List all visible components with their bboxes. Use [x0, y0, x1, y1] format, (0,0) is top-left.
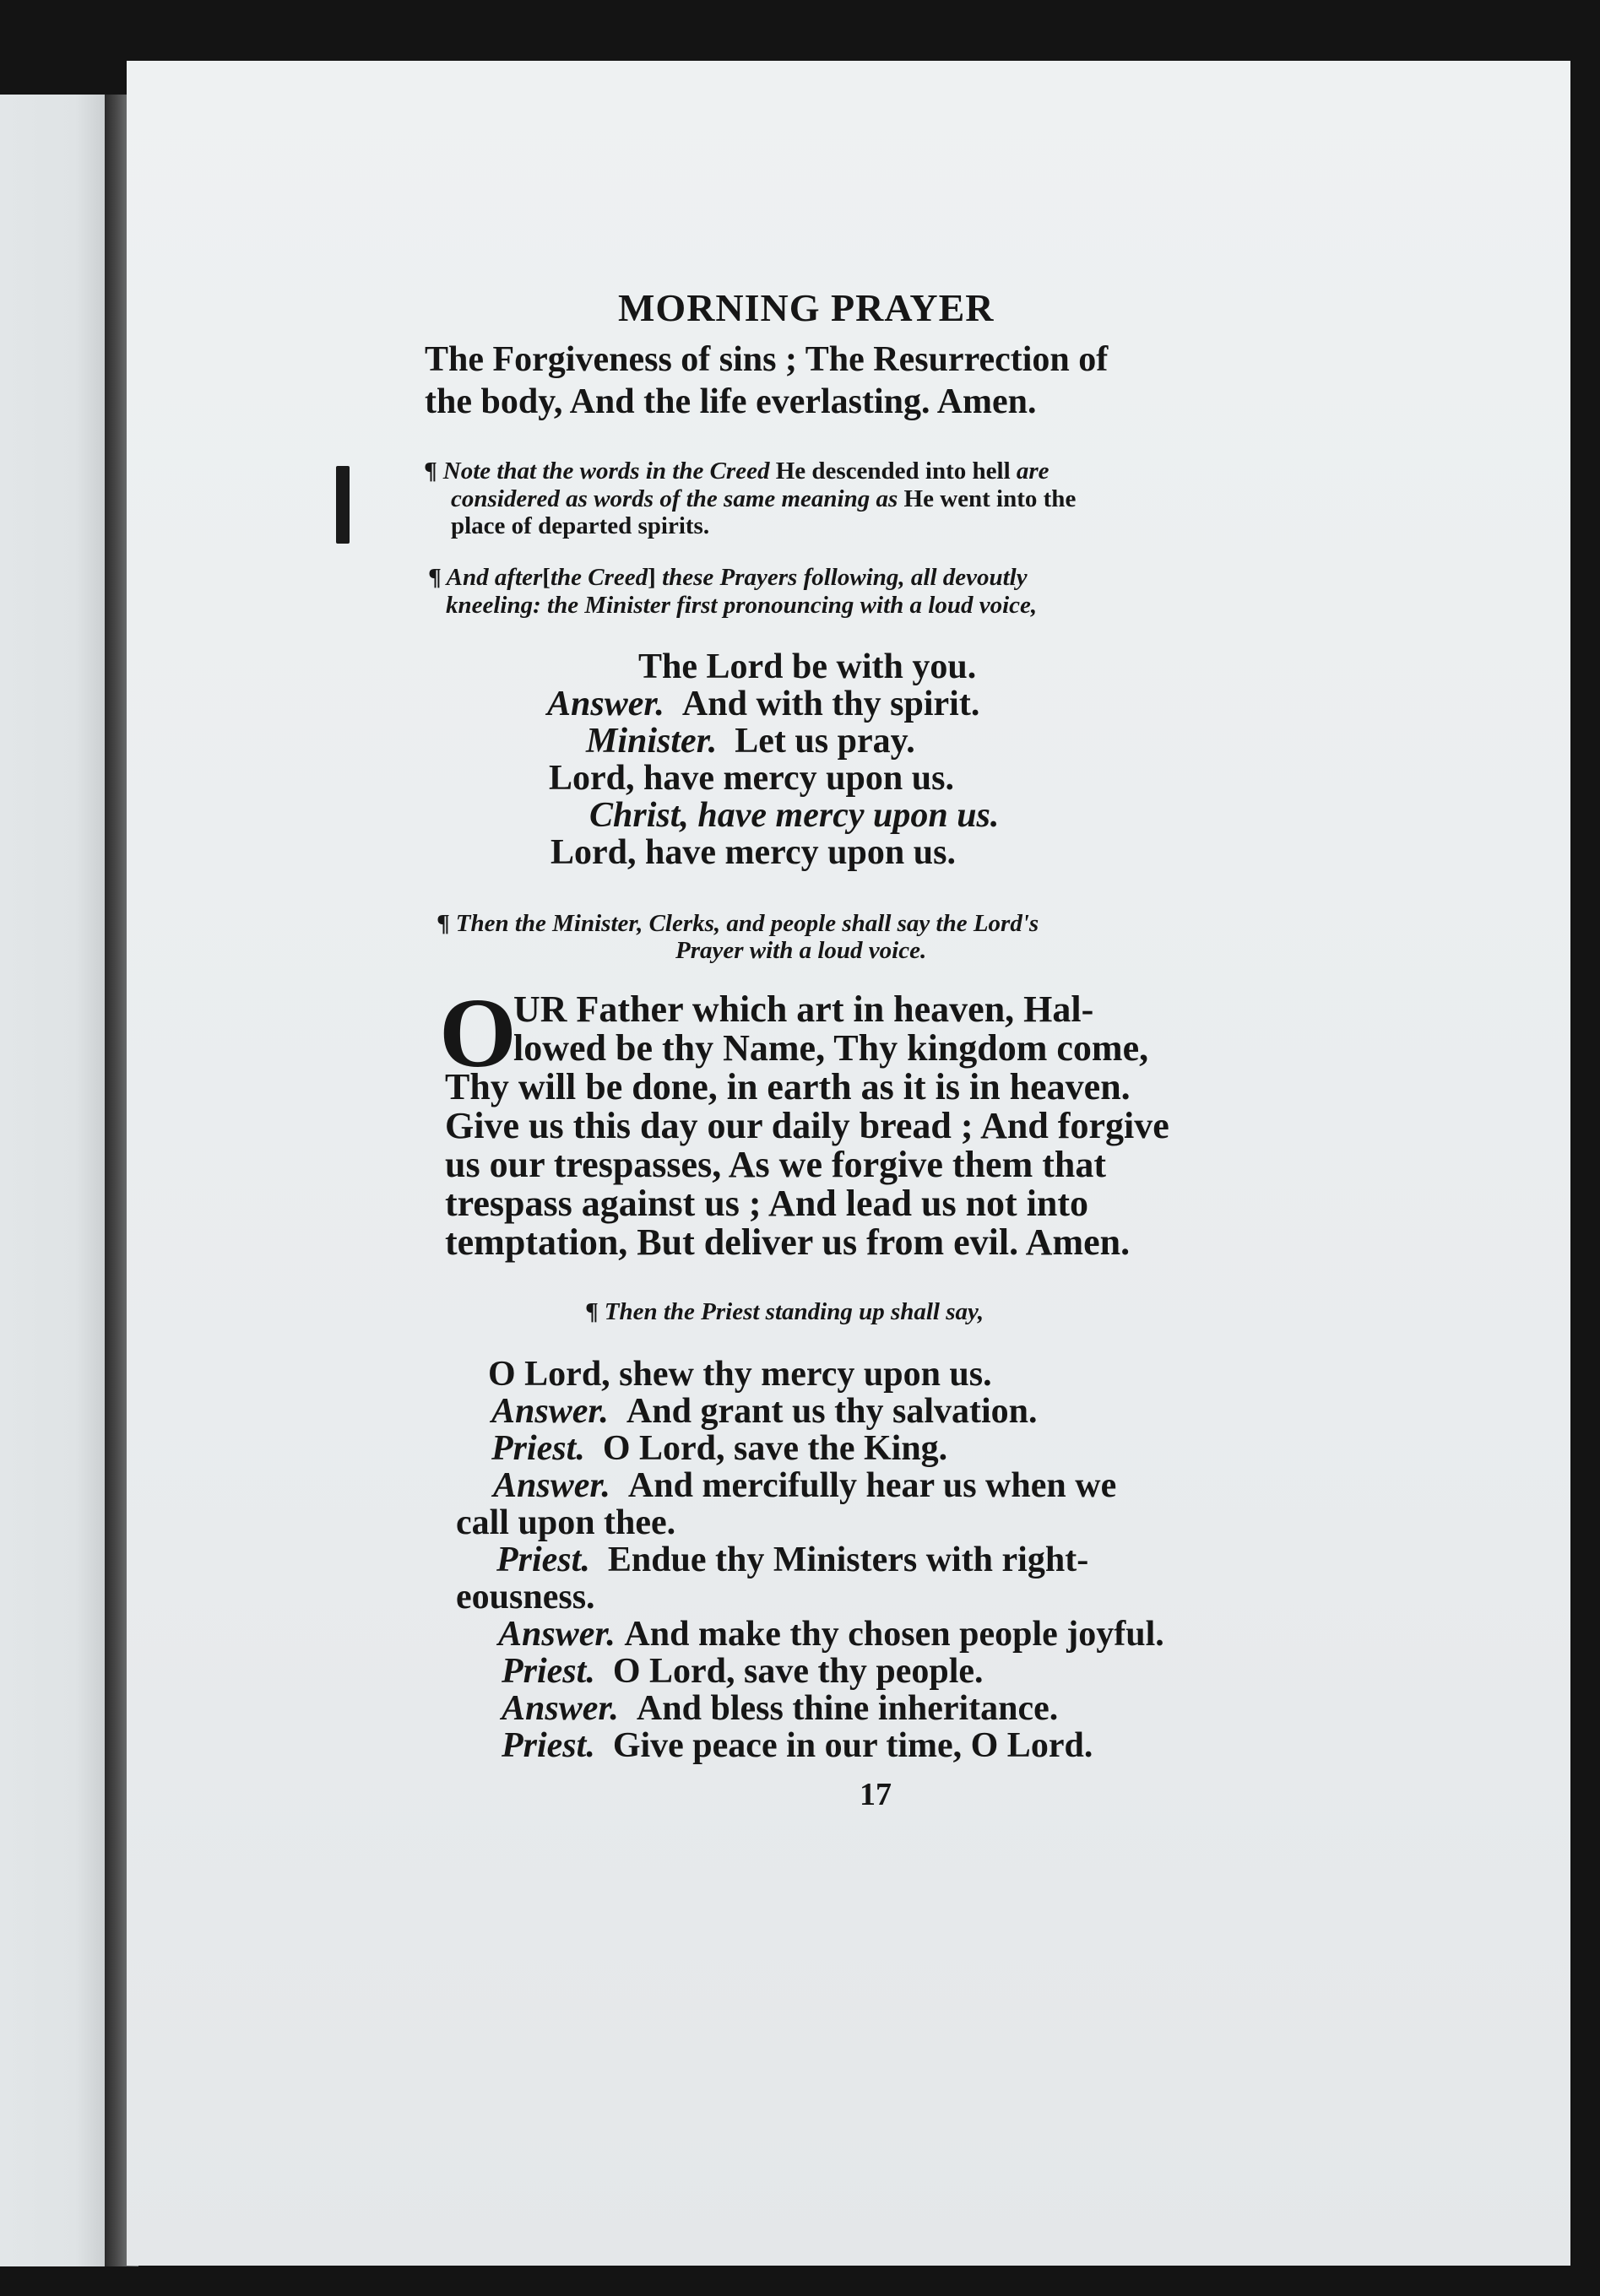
- versicle-text: Let us pray.: [735, 722, 915, 761]
- facing-page-edge: [0, 95, 108, 2266]
- rubric-roman: place of departed spirits.: [451, 512, 710, 539]
- rubric-italic: Prayer with a loud voice.: [675, 937, 927, 964]
- versicle-minister-pray: [586, 721, 915, 761]
- versicle-kyrie-1: Lord, have mercy upon us.: [549, 759, 954, 798]
- rubric-italic: the Creed: [550, 564, 648, 591]
- bracket-open: [: [542, 564, 551, 591]
- rubric-italic: these Prayers following, all devoutly: [662, 564, 1028, 591]
- running-title: MORNING PRAYER: [618, 286, 995, 329]
- rubric-lords-prayer-line-1: [437, 910, 1039, 938]
- rubric-italic: ¶ Then the Priest standing up shall say,: [586, 1298, 984, 1325]
- speaker-label: Answer.: [502, 1689, 619, 1728]
- versicle-lord-be-with-you: The Lord be with you.: [638, 647, 977, 686]
- suffrage-9: [502, 1725, 1093, 1766]
- speaker-label: Answer.: [547, 685, 664, 723]
- versicle-kyrie-2: Lord, have mercy upon us.: [551, 833, 956, 872]
- margin-change-bar: [336, 466, 350, 544]
- speaker-label: Priest.: [491, 1429, 585, 1468]
- lords-prayer-line-7: temptation, But deliver us from evil. Amen.: [445, 1221, 1131, 1263]
- speaker-label: Answer.: [493, 1466, 610, 1505]
- lords-prayer-line-6: trespass against us ; And lead us not into: [445, 1183, 1089, 1224]
- rubric-roman: He descended into hell: [775, 458, 1011, 485]
- rubric-note-line-1: [425, 458, 1049, 485]
- suffrage-4: [493, 1465, 1116, 1506]
- lords-prayer-line-2: lowed be thy Name, Thy kingdom come,: [513, 1027, 1149, 1069]
- rubric-italic: kneeling: the Minister first pronouncing with a loud voice,: [446, 592, 1038, 619]
- rubric-lords-prayer-line-2: [675, 937, 926, 965]
- speaker-label: Priest.: [502, 1726, 595, 1765]
- lords-prayer-line-3: Thy will be done, in earth as it is in heaven.: [445, 1066, 1131, 1107]
- creed-line-2: the body, And the life everlasting. Amen.: [425, 382, 1037, 421]
- rubric-italic: considered as words of the same meaning as: [451, 485, 898, 512]
- suffrage-text: And mercifully hear us when we: [627, 1466, 1117, 1505]
- speaker-label: Minister.: [586, 722, 718, 761]
- lords-prayer-line-1: UR Father which art in heaven, Hal-: [513, 988, 1094, 1030]
- rubric-italic: are: [1016, 458, 1049, 485]
- speaker-label: Priest.: [502, 1652, 595, 1691]
- suffrage-text: And make thy chosen people joyful.: [624, 1615, 1164, 1654]
- rubric-note-line-2: [451, 485, 1076, 513]
- rubric-note-line-3: [451, 512, 709, 540]
- suffrage-5-continued: eousness.: [456, 1578, 595, 1616]
- speaker-label: Answer.: [491, 1392, 609, 1431]
- rubric-creed-line-2: [446, 592, 1037, 620]
- rubric-italic: ¶ Note that the words in the Creed: [425, 458, 770, 485]
- lords-prayer-line-4: Give us this day our daily bread ; And forgive: [445, 1105, 1169, 1146]
- bracket-close: ]: [648, 564, 656, 591]
- drop-cap: O: [439, 977, 517, 1088]
- rubric-priest-standing: [586, 1298, 984, 1326]
- suffrage-text: And bless thine inheritance.: [636, 1689, 1059, 1728]
- suffrage-text: And grant us thy salvation.: [626, 1392, 1038, 1431]
- page-number: 17: [860, 1777, 892, 1812]
- rubric-italic: ¶ And after: [429, 564, 543, 591]
- speaker-label: Answer.: [498, 1615, 616, 1654]
- suffrage-text: O Lord, save thy people.: [612, 1652, 984, 1691]
- rubric-italic: ¶ Then the Minister, Clerks, and people shall say the Lord's: [437, 910, 1039, 937]
- lords-prayer-line-5: us our trespasses, As we forgive them that: [445, 1144, 1106, 1185]
- versicle-christe: Christ, have mercy upon us.: [589, 796, 1000, 835]
- suffrage-7: [502, 1651, 984, 1692]
- speaker-label: Priest.: [496, 1541, 590, 1579]
- suffrage-2: [491, 1391, 1038, 1432]
- suffrage-1: O Lord, shew thy mercy upon us.: [488, 1355, 992, 1394]
- versicle-answer-spirit: [547, 684, 979, 724]
- suffrage-4-continued: call upon thee.: [456, 1503, 676, 1542]
- suffrage-6: [498, 1614, 1164, 1654]
- creed-line-1: The Forgiveness of sins ; The Resurrection of: [425, 340, 1109, 379]
- suffrage-5: [496, 1540, 1088, 1580]
- versicle-text: And with thy spirit.: [681, 685, 980, 723]
- suffrage-text: O Lord, save the King.: [602, 1429, 948, 1468]
- suffrage-3: [491, 1428, 947, 1469]
- suffrage-text: Endue thy Ministers with right-: [607, 1541, 1089, 1579]
- suffrage-text: Give peace in our time, O Lord.: [612, 1726, 1093, 1765]
- suffrage-8: [502, 1688, 1058, 1729]
- rubric-roman: He went into the: [903, 485, 1077, 512]
- rubric-creed-line-1: [429, 564, 1028, 592]
